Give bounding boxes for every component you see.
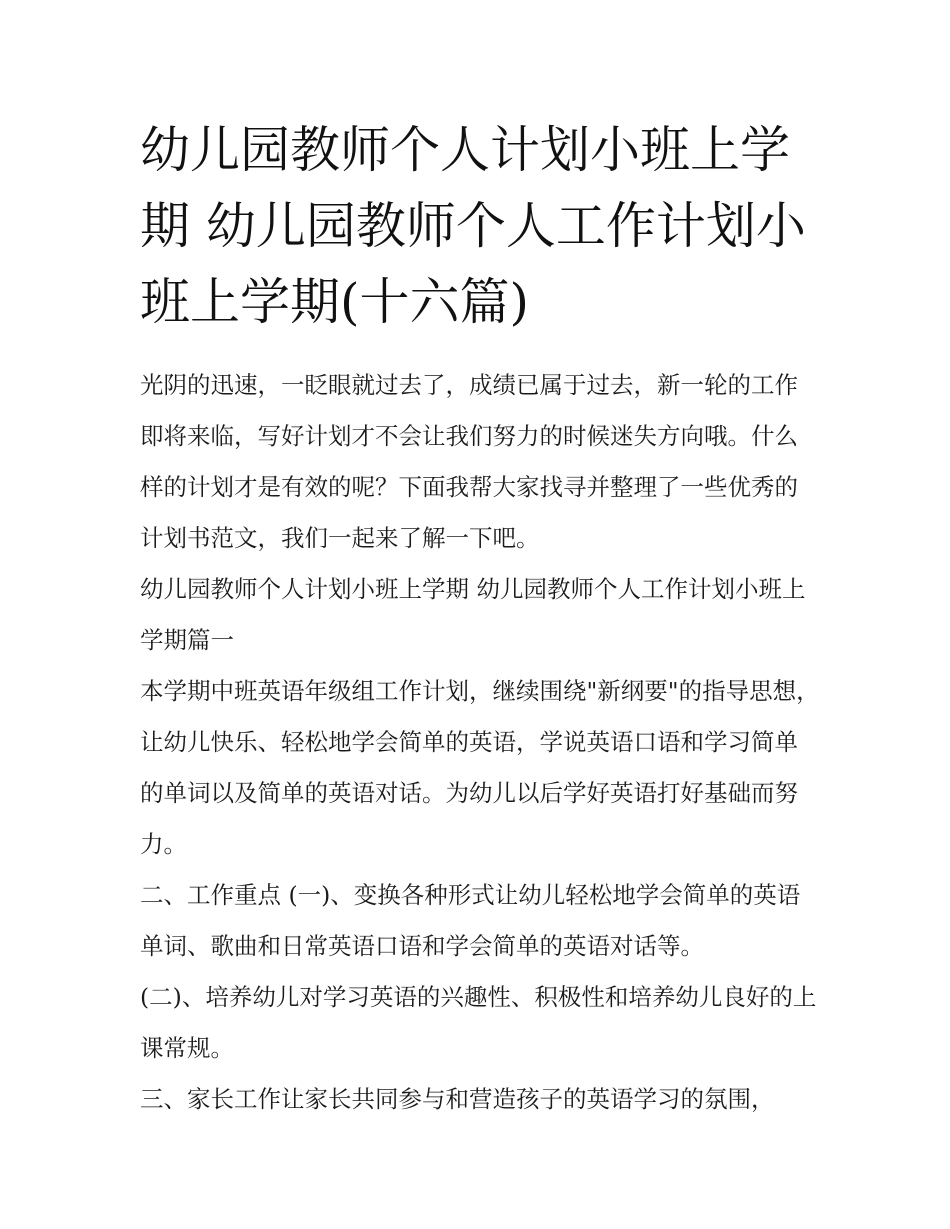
body-paragraph: 二、工作重点 (一)、变换各种形式让幼儿轻松地学会简单的英语单词、歌曲和日常英语口语和学会简单的英语对话等。 <box>140 881 801 960</box>
intro-paragraph: 光阴的迅速，一眨眼就过去了，成绩已属于过去，新一轮的工作即将来临，写好计划才不会让我们努力的时候迷失方向哦。什么样的计划才是有效的呢？下面我帮大家找寻并整理了一些优秀的计划书范文，我们一起来了解一下吧。 <box>140 371 798 552</box>
document-title: 幼儿园教师个人计划小班上学期 幼儿园教师个人工作计划小班上学期(十六篇) <box>140 121 806 331</box>
document-body <box>140 360 820 1125</box>
body-paragraph: 本学期中班英语年级组工作计划，继续围绕"新纲要"的指导思想，让幼儿快乐、轻松地学会简单的英语，学说英语口语和学习简单的单词以及简单的英语对话。为幼儿以后学好英语打好基础而努力。 <box>140 677 820 858</box>
section-heading: 幼儿园教师个人计划小班上学期 幼儿园教师个人工作计划小班上学期篇一 <box>140 575 806 654</box>
body-paragraph: (二)、培养幼儿对学习英语的兴趣性、积极性和培养幼儿良好的上课常规。 <box>140 983 817 1062</box>
body-paragraph: 三、家长工作让家长共同参与和营造孩子的英语学习的氛围， <box>140 1085 775 1113</box>
